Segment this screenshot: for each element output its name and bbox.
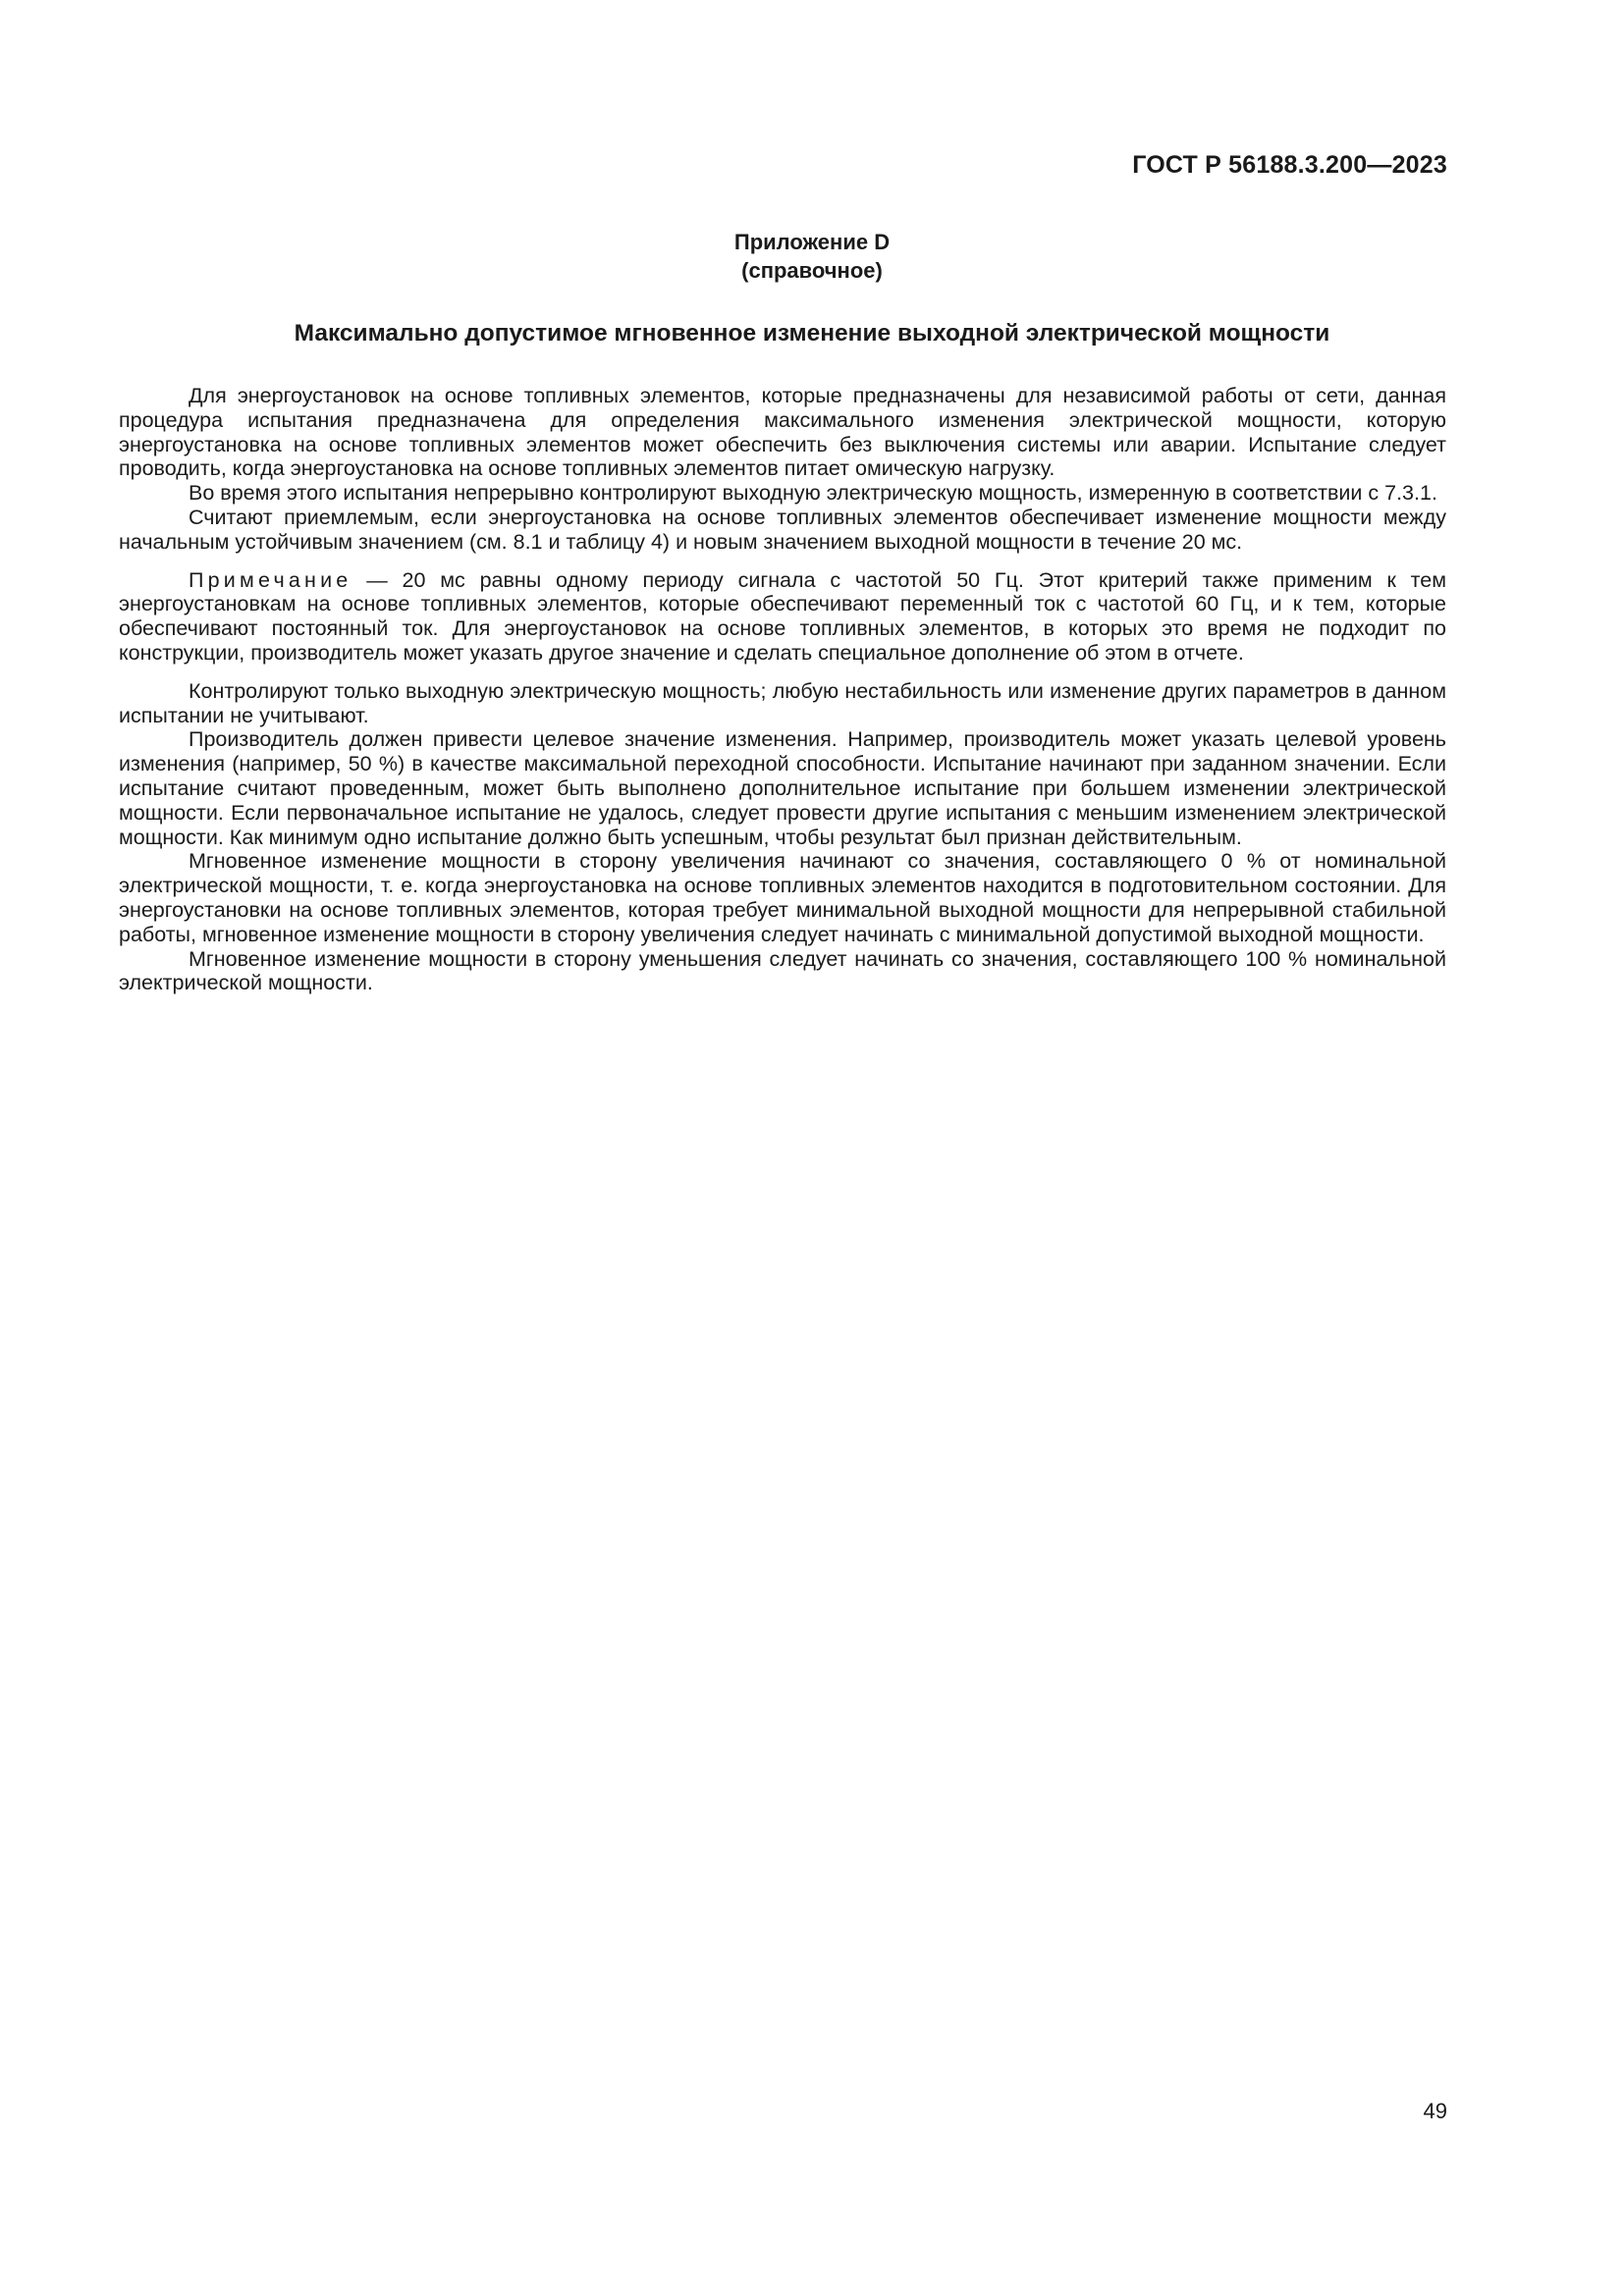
paragraph: Мгновенное изменение мощности в сторону увеличения начинают со значения, составляющего 0 % от номинальной электрической мощности, т. е. когда энергоустановка на основе топливных элементов находится в подготовительном состоянии. Для энергоустановки на основе топливных элементов, которая требует минимальной выходной мощности для непрерывной стабильной работы, мгновенное изменение мощности в сторону увеличения следует начинать с минимальной допустимой выходной мощности. [119,849,1446,946]
note [119,568,1446,666]
paragraph: Мгновенное изменение мощности в сторону уменьшения следует начинать со значения, составляющего 100 % номинальной электрической мощности. [119,946,1446,995]
paragraph: Производитель должен привести целевое значение изменения. Например, производитель может указать целевой уровень изменения (например, 50 %) в качестве максимальной переходной способности. Испытание начинают при заданном значении. Если испытание считают проведенным, может быть выполнено дополнительное испытание при большем изменении электрической мощности. Если первоначальное испытание не удалось, следует провести другие испытания с меньшим изменением электрической мощности. Как минимум одно испытание должно быть успешным, чтобы результат был признан действительным. [119,727,1446,849]
paragraph: Во время этого испытания непрерывно контролируют выходную электрическую мощность, измеренную в соответствии с 7.3.1. [189,481,1437,506]
paragraph: Для энергоустановок на основе топливных элементов, которые предназначены для независимой работы от сети, данная процедура испытания предназначена для определения максимального изменения электрической мощности, которую энергоустановка на основе топливных элементов может обеспечить без выключения системы или аварии. Испытание следует проводить, когда энергоустановка на основе топливных элементов питает омическую нагрузку. [119,384,1446,481]
page-number: 49 [1423,2099,1447,2123]
note-label: Примечание [189,567,352,592]
annex-heading [0,228,1624,285]
annex-title: Приложение D [733,230,891,254]
document-body [119,384,1446,995]
paragraph: Контролируют только выходную электрическую мощность; любую нестабильность или изменение других параметров в данном испытании не учитывают. [119,678,1446,727]
document-id: ГОСТ Р 56188.3.200—2023 [1132,151,1447,179]
note-text: — 20 мс равны одному периоду сигнала с частотой 50 Гц. Этот критерий также применим к тем энергоустановкам на основе топливных элементов, которые обеспечивают переменный ток с частотой 60 Гц, и к тем, которые обеспечивают постоянный ток. Для энергоустановок на основе топливных элементов, в которых это время не подходит по конструкции, производитель может указать другое значение и сделать специальное дополнение об этом в отчете. [119,567,1446,665]
paragraph: Считают приемлемым, если энергоустановка на основе топливных элементов обеспечивает изменение мощности между начальным устойчивым значением (см. 8.1 и таблицу 4) и новым значением выходной мощности в течение 20 мс. [119,505,1446,554]
annex-subtitle: (справочное) [741,258,883,283]
section-title: Максимально допустимое мгновенное изменение выходной электрической мощности [294,320,1330,347]
